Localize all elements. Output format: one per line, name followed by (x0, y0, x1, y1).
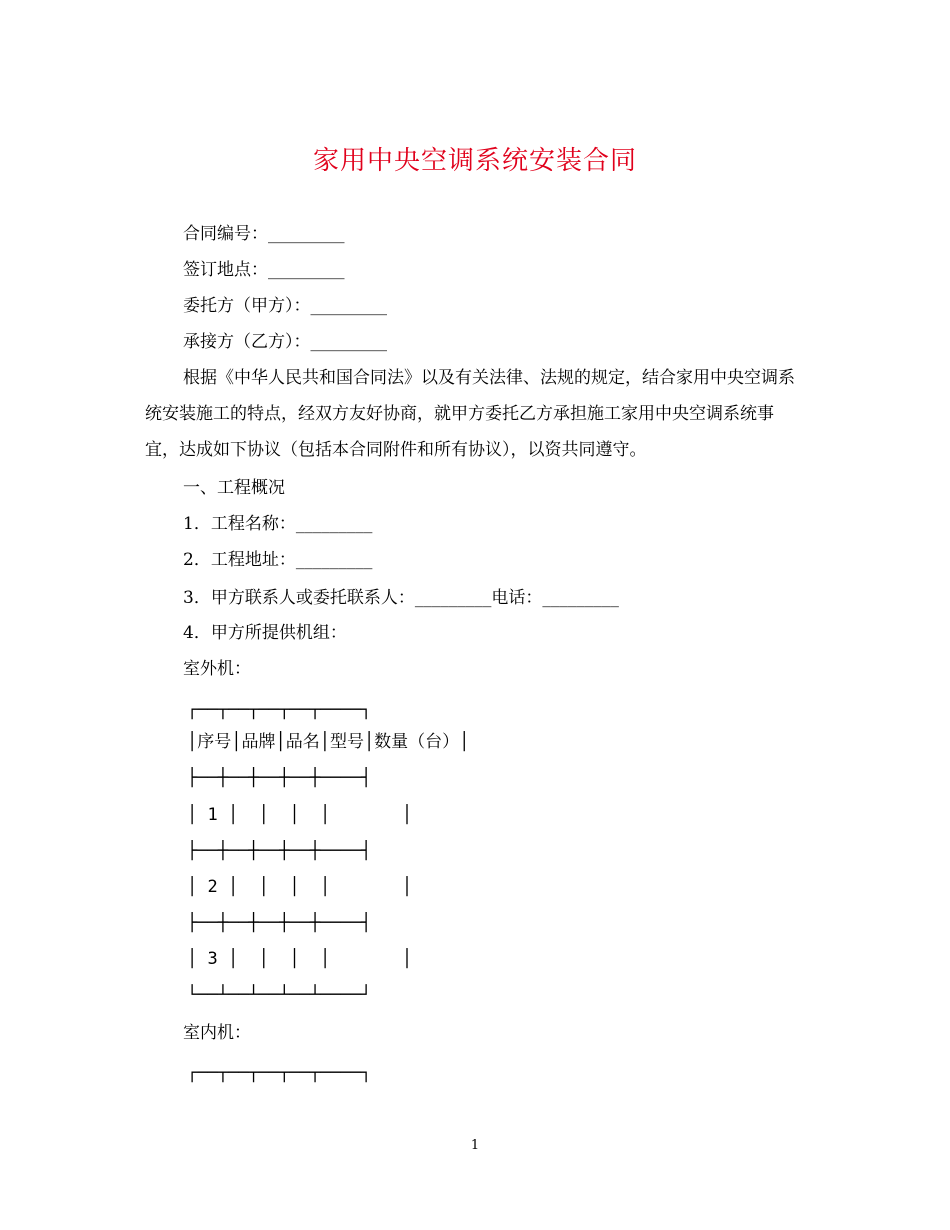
table-top-border: ┌──┬──┬──┬──┬────┐ (187, 700, 372, 720)
indoor-label: 室内机： (183, 1023, 251, 1043)
table-row: │ 1 │ │ │ │ │ (187, 805, 413, 825)
project-address-item: 2．工程地址：_________ (183, 550, 373, 570)
sign-place-field: 签订地点：_________ (183, 260, 345, 280)
party-a-field: 委托方（甲方）：_________ (183, 296, 387, 316)
units-item: 4．甲方所提供机组： (183, 623, 347, 643)
party-b-field: 承接方（乙方）：_________ (183, 332, 387, 352)
table-separator: ├──┼──┼──┼──┼────┤ (187, 913, 372, 933)
document-title: 家用中央空调系统安装合同 (312, 146, 637, 176)
indoor-table-top-border: ┌──┬──┬──┬──┬────┐ (187, 1063, 372, 1083)
table-separator: ├──┼──┼──┼──┼────┤ (187, 768, 372, 788)
contract-number-field: 合同编号：_________ (183, 224, 345, 244)
table-row: │ 2 │ │ │ │ │ (187, 877, 413, 897)
outdoor-label: 室外机： (183, 659, 251, 679)
section-heading: 一、工程概况 (183, 478, 285, 498)
table-separator: ├──┼──┼──┼──┼────┤ (187, 841, 372, 861)
intro-paragraph (145, 360, 805, 468)
contact-item: 3．甲方联系人或委托联系人：_________电话：_________ (183, 588, 619, 608)
table-header-row: │序号│品牌│品名│型号│数量（台）│ (187, 732, 470, 752)
table-bottom-border: └──┴──┴──┴──┴────┘ (187, 985, 372, 1005)
table-row: │ 3 │ │ │ │ │ (187, 949, 413, 969)
project-name-item: 1．工程名称：_________ (183, 514, 373, 534)
page-number: 1 (470, 1138, 480, 1153)
intro-text: 根据《中华人民共和国合同法》以及有关法律、法规的规定，结合家用中央空调系统安装施工的特点，经双方友好协商，就甲方委托乙方承担施工家用中央空调系统事宜，达成如下协议（包括本合同附件和所有协议），以资共同遵守。 (145, 368, 795, 460)
